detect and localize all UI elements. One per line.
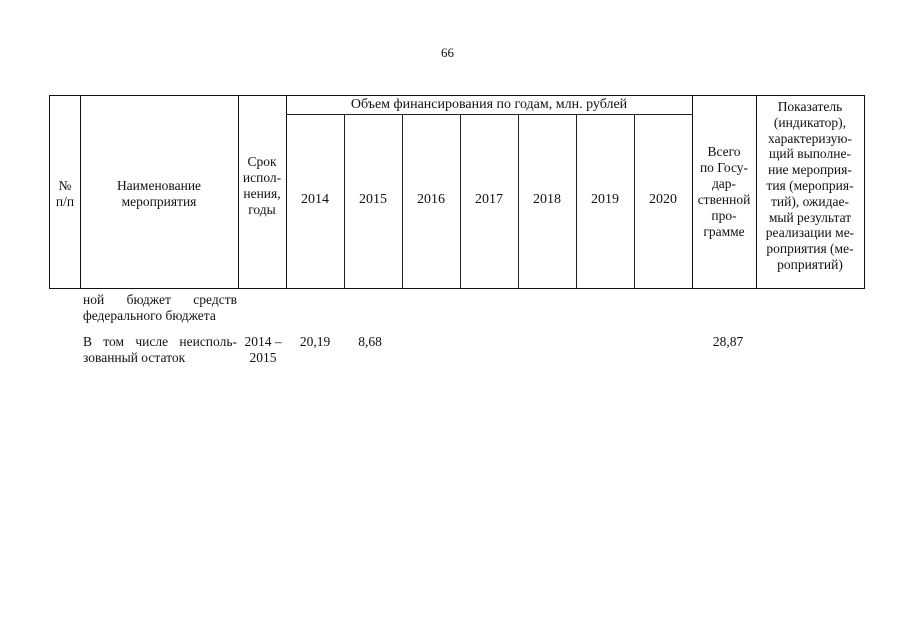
table-row-value-2014: 20,19 bbox=[299, 334, 331, 349]
table-row-name-line: зованный остаток bbox=[83, 350, 186, 365]
funding-header-divider bbox=[286, 114, 692, 115]
header-term: Срок испол- нения, годы bbox=[242, 154, 282, 217]
table-row-name-line: ной бюджет средств bbox=[83, 292, 237, 307]
funding-table-header bbox=[49, 95, 865, 289]
header-year-2016: 2016 bbox=[417, 192, 445, 207]
header-year-2018: 2018 bbox=[533, 192, 561, 207]
table-row-name-line: В том числе неисполь- bbox=[83, 334, 237, 349]
header-indicator: Показатель (индикатор), характеризую- щий выполне- ние мероприя- тия (мероприя- тий), ожидае- мый результат реализации ме- роприятия (ме- роприятий) bbox=[765, 99, 855, 272]
table-row-total: 28,87 bbox=[712, 334, 744, 349]
header-total: Всего по Госу- дар- ственной про- грамме bbox=[697, 144, 751, 239]
page-number: 66 bbox=[441, 45, 454, 60]
header-funding-title: Объем финансирования по годам, млн. рублей bbox=[350, 97, 628, 112]
header-year-2017: 2017 bbox=[475, 192, 503, 207]
table-row-term: 2014 – 2015 bbox=[244, 334, 282, 365]
header-year-2019: 2019 bbox=[591, 192, 619, 207]
header-year-2020: 2020 bbox=[649, 192, 677, 207]
header-year-2015: 2015 bbox=[359, 192, 387, 207]
header-year-2014: 2014 bbox=[301, 192, 329, 207]
header-name: Наименование мероприятия bbox=[116, 178, 202, 209]
table-row-name-line: федерального бюджета bbox=[83, 308, 216, 323]
table-row-value-2015: 8,68 bbox=[358, 334, 382, 349]
header-num: № п/п bbox=[55, 178, 75, 209]
